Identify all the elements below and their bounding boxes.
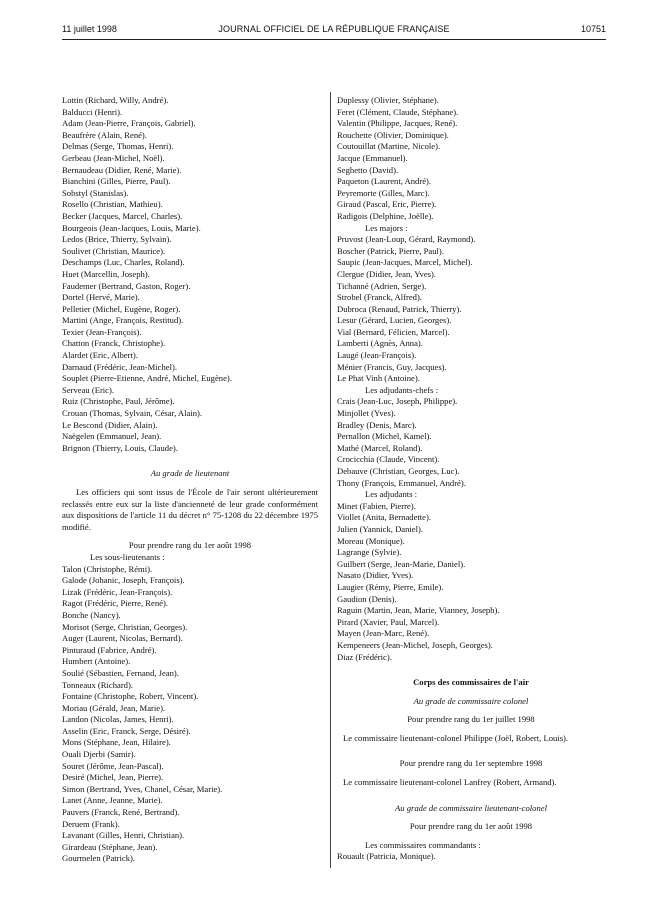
list-item: Clergue (Didier, Jean, Yves). (337, 268, 437, 279)
list-item: Ledos (Brice, Thierry, Sylvain). (62, 234, 172, 245)
list-item: Dortel (Hervé, Marie). (62, 292, 140, 303)
list-item: Ruiz (Christophe, Paul, Jérôme). (62, 396, 175, 407)
list-item: Pinturaud (Fabrice, André). (62, 644, 157, 655)
list-item: Serveau (Eric). (62, 384, 115, 395)
name-list (337, 234, 605, 385)
rank-date-line: Pour prendre rang du 1er août 1998 (128, 540, 252, 551)
list-item: Souret (Jérôme, Jean-Pascal). (62, 760, 164, 771)
header-journal-title: JOURNAL OFFICIEL DE LA RÉPUBLIQUE FRANÇAISE (218, 24, 450, 34)
grade-heading-colonel: Au grade de commissaire colonel (413, 695, 529, 706)
list-item: Adam (Jean-Pierre, François, Gabriel). (62, 118, 196, 129)
grade-heading-lt-colonel: Au grade de commissaire lieutenant-colonel (395, 802, 547, 813)
list-item: Kempeneers (Jean-Michel, Joseph, Georges). (337, 639, 493, 650)
list-item: Radigois (Delphine, Joëlle). (337, 210, 434, 221)
list-item: Galode (Johanic, Joseph, François). (62, 575, 185, 586)
header-date: 11 juillet 1998 (62, 24, 117, 34)
right-column (337, 95, 605, 863)
corps-heading: Corps des commissaires de l'air (413, 677, 529, 688)
list-item: Minet (Fabien, Pierre). (337, 500, 416, 511)
list-item: Texier (Jean-François). (62, 326, 142, 337)
name-list (62, 564, 318, 865)
list-item: Seghetto (David). (337, 164, 399, 175)
list-item: Thony (François, Emmanuel, André). (337, 477, 466, 488)
list-item: Sobstyl (Stanislas). (62, 187, 129, 198)
section-heading-lieutenant: Au grade de lieutenant (150, 468, 230, 479)
subgroup-majors: Les majors : (365, 222, 408, 233)
list-item: Tonneaux (Richard). (62, 679, 133, 690)
subgroup-commandants: Les commissaires commandants : (365, 839, 481, 850)
name-list (337, 95, 605, 223)
list-item: Bonche (Nancy). (62, 609, 121, 620)
rank-date-line: Pour prendre rang du 1er septembre 1998 (399, 758, 543, 769)
list-item: Bernaudeau (Didier, René, Marie). (62, 164, 182, 175)
list-item: Bianchini (Gilles, Pierre, Paul). (62, 176, 171, 187)
list-item: Saupic (Jean-Jacques, Marcel, Michel). (337, 257, 473, 268)
list-item: Gaudion (Denis). (337, 593, 397, 604)
list-item: Morisot (Serge, Christian, Georges). (62, 621, 188, 632)
list-item: Ménier (Francis, Guy, Jacques). (337, 361, 447, 372)
name-list (62, 95, 318, 454)
list-item: Crais (Jean-Luc, Joseph, Philippe). (337, 396, 458, 407)
paragraph-reclassement: Les officiers qui sont issus de l'École de l'air seront ultérieurement reclassés entre eux sur la liste d'ancienneté de leur grade conformément aux dispositions de l'article 11 du décret n° 75-1208 du 22 décembre 1975 modifié. (62, 487, 318, 532)
list-item: Raguin (Martin, Jean, Marie, Vianney, Joseph). (337, 605, 500, 616)
list-item: Gourmelen (Patrick). (62, 853, 136, 864)
list-item: Deruem (Frank). (62, 818, 120, 829)
list-item: Lizak (Frédéric, Jean-François). (62, 586, 173, 597)
colonel-entry: Le commissaire lieutenant-colonel Philippe (Joël, Robert, Louis). (343, 732, 569, 743)
list-item: Chatton (Franck, Christophe). (62, 338, 166, 349)
list-item: Strobel (Franck, Alfred). (337, 292, 422, 303)
list-item: Coutouillat (Martine, Nicole). (337, 141, 441, 152)
list-item: Rouault (Patricia, Monique). (337, 851, 436, 862)
list-item: Giraud (Pascal, Eric, Pierre). (337, 199, 437, 210)
list-item: Asselin (Eric, Franck, Serge, Désiré). (62, 725, 191, 736)
list-item: Auger (Laurent, Nicolas, Bernard). (62, 633, 183, 644)
list-item: Laugé (Jean-François). (337, 350, 417, 361)
list-item: Valentin (Philippe, Jacques, René). (337, 118, 458, 129)
list-item: Faudemer (Bertrand, Gaston, Roger). (62, 280, 191, 291)
list-item: Becker (Jacques, Marcel, Charles). (62, 210, 183, 221)
name-list (337, 396, 605, 489)
list-item: Soulié (Sébastien, Fernand, Jean). (62, 667, 179, 678)
list-item: Ouali Djerbi (Samir). (62, 749, 136, 760)
list-item: Le Bescond (Didier, Alain). (62, 419, 158, 430)
list-item: Peyremorte (Gilles, Marc). (337, 187, 430, 198)
list-item: Humbert (Antoine). (62, 656, 131, 667)
list-item: Talon (Christophe, Rémi). (62, 563, 153, 574)
list-item: Alardet (Eric, Albert). (62, 350, 138, 361)
list-item: Le Phat Vinh (Antoine). (337, 373, 420, 384)
list-item: Mathé (Marcel, Roland). (337, 442, 423, 453)
list-item: Souplet (Pierre-Etienne, André, Michel, Eugène). (62, 373, 232, 384)
list-item: Moriau (Gérald, Jean, Marie). (62, 702, 166, 713)
list-item: Lesur (Gérard, Lucien, Georges). (337, 315, 452, 326)
column-divider (330, 92, 331, 868)
list-item: Rosello (Christian, Mathieu). (62, 199, 163, 210)
list-item: Desiré (Michel, Jean, Pierre). (62, 772, 164, 783)
list-item: Martini (Ange, François, Restitud). (62, 315, 184, 326)
list-item: Soulivet (Christian, Maurice). (62, 245, 166, 256)
list-item: Jacque (Emmanuel). (337, 152, 408, 163)
colonel-entry: Le commissaire lieutenant-colonel Lanfrey (Robert, Armand). (343, 777, 557, 788)
list-item: Viollet (Anita, Bernadette). (337, 512, 431, 523)
list-item: Vial (Bernard, Félicien, Marcel). (337, 326, 450, 337)
list-item: Debauve (Christian, Georges, Luc). (337, 466, 460, 476)
list-item: Ragot (Frédéric, Pierre, René). (62, 598, 168, 609)
header-page-number: 10751 (580, 24, 606, 34)
list-item: Simon (Bertrand, Yves, Chanel, César, Marie). (62, 783, 223, 794)
list-item: Balducci (Henri). (62, 106, 123, 117)
list-item: Lamberti (Agnès, Anna). (337, 338, 423, 349)
list-item: Bradley (Denis, Marc). (337, 419, 417, 430)
list-item: Nasato (Didier, Yves). (337, 570, 414, 581)
list-item: Laugier (Rémy, Pierre, Emile). (337, 581, 444, 592)
name-list (337, 501, 605, 663)
list-item: Lavanant (Gilles, Henri, Christian). (62, 830, 185, 841)
list-item: Pruvost (Jean-Loup, Gérard, Raymond). (337, 234, 476, 245)
list-item: Rouchette (Olivier, Dominique). (337, 129, 449, 140)
list-item: Pirard (Xavier, Paul, Marcel). (337, 616, 440, 627)
list-item: Mayen (Jean-Marc, René). (337, 628, 430, 639)
list-item: Pernallon (Michel, Kamel). (337, 431, 432, 442)
list-item: Dubroca (Renaud, Patrick, Thierry). (337, 303, 462, 314)
page-header (62, 24, 606, 38)
list-item: Guilbert (Serge, Jean-Marie, Daniel). (337, 558, 466, 569)
list-item: Tichanné (Adrien, Serge). (337, 280, 427, 291)
list-item: Lanet (Anne, Jeanne, Marie). (62, 795, 163, 806)
list-item: Landon (Nicolas, James, Henri). (62, 714, 174, 725)
subgroup-sous-lieutenants: Les sous-lieutenants : (90, 551, 165, 562)
list-item: Gerbeau (Jean-Michel, Noël). (62, 152, 165, 163)
list-item: Delmas (Serge, Thomas, Henri). (62, 141, 174, 152)
list-item: Lagrange (Sylvie). (337, 547, 402, 558)
list-item: Pauvers (Franck, René, Bertrand). (62, 807, 180, 818)
list-item: Mons (Stéphane, Jean, Hilaire). (62, 737, 171, 748)
list-item: Paqueton (Laurent, André). (337, 176, 432, 187)
list-item: Bourgeois (Jean-Jacques, Louis, Marie). (62, 222, 201, 233)
list-item: Feret (Clément, Claude, Stéphane). (337, 106, 459, 117)
list-item: Lottin (Richard, Willy, André). (62, 95, 169, 105)
list-item: Julien (Yannick, Daniel). (337, 523, 424, 534)
header-rule (62, 39, 606, 40)
list-item: Darnaud (Frédéric, Jean-Michel). (62, 361, 178, 372)
list-item: Naëgelen (Emmanuel, Jean). (62, 431, 162, 442)
list-item: Deschamps (Luc, Charles, Roland). (62, 257, 185, 268)
list-item: Beaufrère (Alain, René). (62, 129, 147, 140)
list-item: Boscher (Patrick, Pierre, Paul). (337, 245, 444, 256)
list-item: Diaz (Frédéric). (337, 651, 392, 662)
list-item: Brignon (Thierry, Louis, Claude). (62, 442, 178, 453)
list-item: Huet (Marcellin, Joseph). (62, 268, 150, 279)
list-item: Pelletier (Michel, Eugène, Roger). (62, 303, 181, 314)
list-item: Duplessy (Olivier, Stéphane). (337, 95, 439, 105)
list-item: Crouan (Thomas, Sylvain, César, Alain). (62, 408, 202, 419)
list-item: Fontaine (Christophe, Robert, Vincent). (62, 691, 199, 702)
subgroup-adjudants: Les adjudants : (365, 489, 418, 500)
list-item: Girardeau (Stéphane, Jean). (62, 841, 158, 852)
list-item: Crocicchia (Claude, Vincent). (337, 454, 440, 465)
list-item: Moreau (Monique). (337, 535, 405, 546)
list-item: Minjollet (Yves). (337, 408, 396, 419)
rank-date-line: Pour prendre rang du 1er août 1998 (409, 821, 533, 832)
rank-date-line: Pour prendre rang du 1er juillet 1998 (407, 714, 535, 725)
left-column (62, 95, 318, 865)
subgroup-adjudants-chefs: Les adjudants-chefs : (365, 384, 439, 395)
